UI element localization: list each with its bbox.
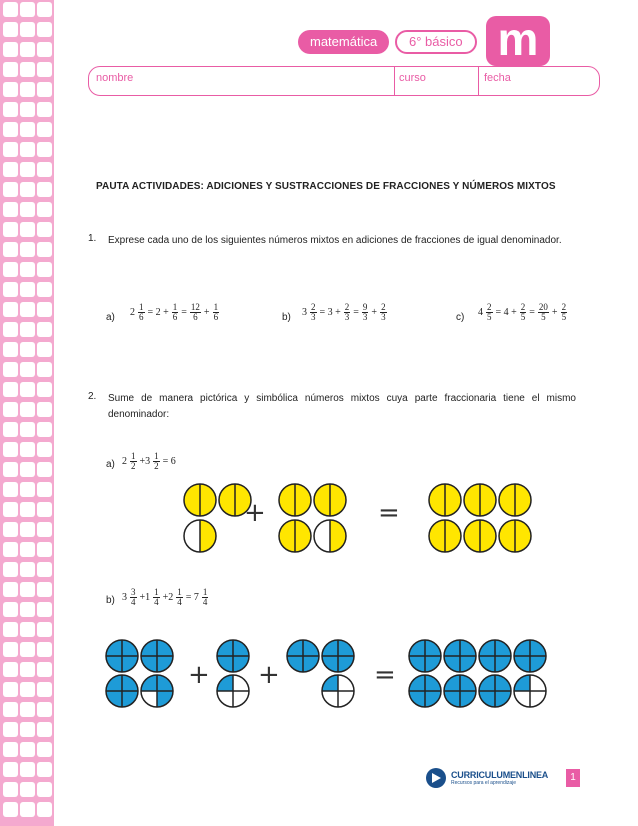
strip-square (20, 802, 35, 817)
strip-square (3, 182, 18, 197)
page-number: 1 (566, 769, 580, 787)
fraction-circle (279, 484, 311, 516)
strip-square (20, 602, 35, 617)
fraction: $\frac{1}{4}$ (202, 587, 208, 607)
strip-square (3, 2, 18, 17)
strip-square (20, 42, 35, 57)
fraction-circle (444, 640, 476, 672)
strip-square (20, 642, 35, 657)
plus-sign: + (188, 660, 210, 690)
strip-square (37, 42, 52, 57)
strip-square (20, 182, 35, 197)
strip-square (20, 782, 35, 797)
q2-a-expression (122, 452, 176, 471)
strip-square (20, 762, 35, 777)
plus-sign: + (244, 498, 266, 528)
strip-square (20, 202, 35, 217)
strip-square (20, 702, 35, 717)
strip-square (20, 62, 35, 77)
strip-square (3, 802, 18, 817)
fraction-circle (279, 520, 311, 552)
strip-square (3, 62, 18, 77)
fraction-circle (106, 640, 138, 672)
strip-square (20, 562, 35, 577)
strip-square (37, 402, 52, 417)
strip-square (20, 382, 35, 397)
strip-square (37, 482, 52, 497)
strip-square (20, 342, 35, 357)
fraction-circle (322, 640, 354, 672)
strip-square (20, 22, 35, 37)
student-info-bar (88, 66, 600, 96)
fraction: $\frac{1}{2}$ (154, 451, 159, 471)
fraction: $\frac{2}{5}$ (487, 302, 492, 322)
fraction: $\frac{20}{5}$ (538, 302, 548, 322)
strip-square (37, 762, 52, 777)
strip-square (20, 502, 35, 517)
plus: + (371, 307, 378, 318)
strip-square (3, 442, 18, 457)
strip-square (20, 162, 35, 177)
strip-square (3, 402, 18, 417)
strip-square (20, 662, 35, 677)
strip-square (20, 462, 35, 477)
strip-square (37, 62, 52, 77)
strip-square (3, 602, 18, 617)
question-1-text: Exprese cada uno de los siguientes números mixtos en adiciones de fracciones de igual denominador. (108, 235, 562, 246)
strip-square (37, 602, 52, 617)
strip-square (3, 162, 18, 177)
grade-label: 6° básico (395, 30, 477, 54)
fraction-circle (499, 520, 531, 552)
strip-square (37, 82, 52, 97)
fraction: $\frac{1}{2}$ (131, 451, 136, 471)
strip-square (3, 502, 18, 517)
fraction-circle (464, 520, 496, 552)
q2-a-label: a) (106, 459, 115, 470)
strip-square (3, 582, 18, 597)
plus: +2 (162, 592, 174, 603)
strip-square (37, 522, 52, 537)
fraction-circle (464, 484, 496, 516)
fraction-circle (429, 520, 461, 552)
fraction-circle (409, 640, 441, 672)
strip-square (37, 102, 52, 117)
strip-square (3, 722, 18, 737)
q2-b-label: b) (106, 595, 115, 606)
strip-square (3, 42, 18, 57)
strip-square (3, 762, 18, 777)
question-2-text: Sume de manera pictórica y simbólica números mixtos cuya parte fraccionaria tiene el mismo denominador: (108, 393, 576, 420)
fraction-circle (479, 640, 511, 672)
strip-square (20, 2, 35, 17)
strip-square (3, 282, 18, 297)
strip-square (20, 242, 35, 257)
fraction-circle (514, 640, 546, 672)
strip-square (37, 782, 52, 797)
strip-square (37, 422, 52, 437)
divider (394, 66, 395, 96)
fraction: $\frac{1}{6}$ (172, 302, 178, 322)
fecha-label: fecha (484, 72, 511, 84)
strip-square (3, 342, 18, 357)
strip-square (37, 642, 52, 657)
strip-square (20, 542, 35, 557)
strip-square (37, 302, 52, 317)
footer-brand-logo (425, 767, 548, 789)
strip-square (37, 222, 52, 237)
strip-square (37, 122, 52, 137)
strip-square (37, 322, 52, 337)
fraction-circle (106, 675, 138, 707)
equals: = (353, 307, 359, 318)
strip-square (37, 742, 52, 757)
fraction: $\frac{2}{3}$ (381, 302, 386, 322)
strip-square (20, 482, 35, 497)
decorative-side-strip (0, 0, 54, 826)
strip-square (3, 242, 18, 257)
strip-square (3, 222, 18, 237)
strip-square (20, 282, 35, 297)
strip-square (37, 362, 52, 377)
strip-square (20, 142, 35, 157)
plus-sign: + (258, 660, 280, 690)
strip-square (20, 122, 35, 137)
strip-square (3, 782, 18, 797)
q1-c-expression (478, 303, 567, 322)
nombre-label: nombre (96, 72, 134, 84)
strip-square (37, 442, 52, 457)
strip-square (37, 202, 52, 217)
strip-square (20, 742, 35, 757)
fraction: $\frac{2}{3}$ (344, 302, 350, 322)
q1-b-expression (302, 303, 387, 322)
plus: +3 (139, 456, 151, 467)
strip-square (3, 22, 18, 37)
strip-square (3, 82, 18, 97)
strip-square (20, 682, 35, 697)
fraction-circle (314, 520, 346, 552)
strip-square (20, 722, 35, 737)
strip-square (3, 302, 18, 317)
fraction-circle (184, 520, 216, 552)
strip-square (37, 22, 52, 37)
brand-arrow-icon (425, 767, 447, 789)
strip-square (3, 562, 18, 577)
strip-square (3, 642, 18, 657)
strip-square (3, 662, 18, 677)
fraction: $\frac{3}{4}$ (131, 587, 136, 607)
fraction: $\frac{2}{5}$ (561, 302, 567, 322)
q1-b-label: b) (282, 312, 291, 323)
strip-square (37, 702, 52, 717)
strip-square (37, 562, 52, 577)
fraction-circle (314, 484, 346, 516)
strip-square (3, 742, 18, 757)
brand-tagline: Recursos para el aprendizaje (451, 780, 517, 786)
strip-square (37, 282, 52, 297)
strip-square (3, 682, 18, 697)
equals: = 2 + (147, 307, 169, 318)
strip-square (3, 482, 18, 497)
strip-square (20, 442, 35, 457)
strip-square (20, 362, 35, 377)
strip-square (37, 662, 52, 677)
strip-square (3, 702, 18, 717)
question-2-number: 2. (88, 391, 97, 402)
page-title: PAUTA ACTIVIDADES: ADICIONES Y SUSTRACCIONES DE FRACCIONES Y NÚMEROS MIXTOS (96, 181, 556, 192)
strip-square (3, 522, 18, 537)
q1-c-label: c) (456, 312, 465, 323)
strip-square (3, 102, 18, 117)
strip-square (37, 162, 52, 177)
whole: 2 (130, 307, 135, 318)
strip-square (20, 82, 35, 97)
whole: 2 (122, 456, 127, 467)
equals: = 4 + (495, 307, 517, 318)
fraction: $\frac{1}{4}$ (154, 587, 159, 607)
fraction: $\frac{2}{3}$ (311, 302, 316, 322)
strip-square (20, 322, 35, 337)
equals: = 6 (162, 456, 176, 467)
strip-square (37, 682, 52, 697)
curso-label: curso (399, 72, 426, 84)
q1-a-expression (130, 303, 219, 322)
equals: = (529, 307, 535, 318)
fraction-circle (444, 675, 476, 707)
strip-square (20, 582, 35, 597)
strip-square (3, 362, 18, 377)
strip-square (37, 582, 52, 597)
fraction: $\frac{1}{6}$ (213, 302, 219, 322)
fraction-circle (322, 675, 354, 707)
fraction-circle (184, 484, 216, 516)
subject-label: matemática (298, 30, 389, 54)
fraction-circle (429, 484, 461, 516)
strip-square (3, 142, 18, 157)
question-1-number: 1. (88, 233, 97, 244)
plus: + (551, 307, 558, 318)
strip-square (37, 242, 52, 257)
fraction-circle (141, 675, 173, 707)
equals-sign: = (374, 660, 396, 690)
strip-square (37, 722, 52, 737)
equals: = 3 + (319, 307, 341, 318)
fraction-circle (141, 640, 173, 672)
equals-sign: = (378, 498, 400, 528)
strip-square (3, 122, 18, 137)
subject-logo: m (486, 16, 550, 66)
q2-b-expression (122, 588, 208, 607)
strip-square (20, 102, 35, 117)
strip-square (37, 802, 52, 817)
q2-b-pictorial (100, 636, 580, 712)
fraction: $\frac{2}{5}$ (520, 302, 526, 322)
fraction-circle (409, 675, 441, 707)
strip-square (3, 462, 18, 477)
fraction-circle (514, 675, 546, 707)
fraction: $\frac{1}{6}$ (139, 302, 144, 322)
strip-square (3, 382, 18, 397)
equals: = (181, 307, 187, 318)
strip-square (37, 502, 52, 517)
strip-square (37, 462, 52, 477)
q1-a-label: a) (106, 312, 115, 323)
whole: 3 (302, 307, 307, 318)
brand-name: CURRICULUMENLINEA (451, 770, 549, 780)
fraction-circle (217, 640, 249, 672)
strip-square (20, 522, 35, 537)
strip-square (20, 622, 35, 637)
plus: + (203, 307, 210, 318)
strip-square (37, 182, 52, 197)
strip-square (3, 262, 18, 277)
whole: 3 (122, 592, 127, 603)
strip-square (3, 202, 18, 217)
strip-square (3, 622, 18, 637)
strip-square (37, 342, 52, 357)
fraction: $\frac{9}{3}$ (362, 302, 368, 322)
strip-square (3, 322, 18, 337)
equals: = 7 (185, 592, 199, 603)
strip-square (37, 542, 52, 557)
plus: +1 (139, 592, 151, 603)
strip-square (20, 222, 35, 237)
divider (478, 66, 479, 96)
strip-square (20, 402, 35, 417)
strip-square (3, 542, 18, 557)
fraction: $\frac{12}{6}$ (190, 302, 200, 322)
strip-square (37, 2, 52, 17)
strip-square (3, 422, 18, 437)
fraction-circle (499, 484, 531, 516)
strip-square (37, 382, 52, 397)
strip-square (20, 302, 35, 317)
strip-square (37, 622, 52, 637)
fraction-circle (287, 640, 319, 672)
fraction: $\frac{1}{4}$ (177, 587, 182, 607)
whole: 4 (478, 307, 483, 318)
strip-square (37, 142, 52, 157)
strip-square (20, 262, 35, 277)
strip-square (20, 422, 35, 437)
strip-square (37, 262, 52, 277)
fraction-circle (479, 675, 511, 707)
fraction-circle (217, 675, 249, 707)
